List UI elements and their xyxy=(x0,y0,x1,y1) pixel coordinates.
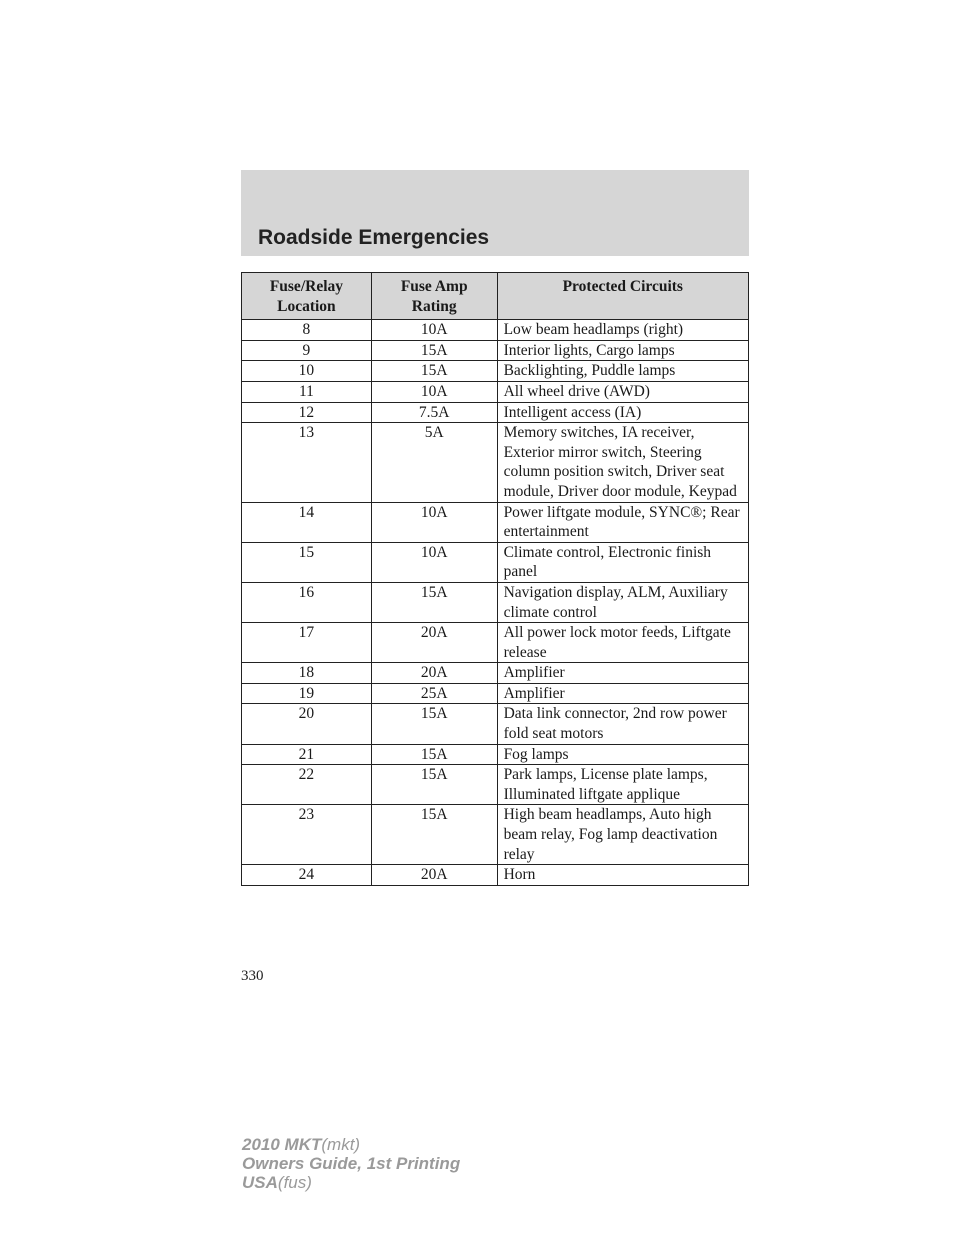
footer-line-1 xyxy=(242,1135,460,1154)
fuse-amp-cell: 10A xyxy=(371,381,497,402)
table-row xyxy=(242,361,749,382)
fuse-amp-cell: 20A xyxy=(371,623,497,663)
fuse-location-cell: 18 xyxy=(242,663,372,684)
fuse-location-cell: 8 xyxy=(242,320,372,341)
fuse-amp-cell: 10A xyxy=(371,542,497,582)
fuse-location-cell: 14 xyxy=(242,502,372,542)
protected-circuits-cell: Climate control, Electronic finish panel xyxy=(497,542,748,582)
table-row xyxy=(242,663,749,684)
footer-model: 2010 MKT xyxy=(242,1135,322,1154)
table-header-row xyxy=(242,273,749,320)
protected-circuits-cell: Amplifier xyxy=(497,663,748,684)
fuse-amp-cell: 15A xyxy=(371,744,497,765)
footer-line-3 xyxy=(242,1173,460,1192)
fuse-location-cell: 23 xyxy=(242,805,372,865)
page-number: 330 xyxy=(241,968,264,984)
section-title: Roadside Emergencies xyxy=(258,226,490,249)
table-row xyxy=(242,765,749,805)
protected-circuits-cell: All power lock motor feeds, Liftgate release xyxy=(497,623,748,663)
protected-circuits-cell: Data link connector, 2nd row power fold seat motors xyxy=(497,704,748,744)
footer-market-code: (fus) xyxy=(277,1173,312,1192)
fuse-amp-cell: 15A xyxy=(371,582,497,622)
table-row xyxy=(242,423,749,502)
fuse-location-cell: 20 xyxy=(242,704,372,744)
protected-circuits-cell: Power liftgate module, SYNC®; Rear entertainment xyxy=(497,502,748,542)
table-row xyxy=(242,320,749,341)
protected-circuits-cell: Park lamps, License plate lamps, Illuminated liftgate applique xyxy=(497,765,748,805)
protected-circuits-cell: Memory switches, IA receiver, Exterior mirror switch, Steering column position switch, Driver seat module, Driver door module, Keypad xyxy=(497,423,748,502)
footer-line-2: Owners Guide, 1st Printing xyxy=(242,1154,461,1173)
fuse-amp-cell: 10A xyxy=(371,502,497,542)
table-row xyxy=(242,381,749,402)
table-row xyxy=(242,805,749,865)
fuse-location-cell: 9 xyxy=(242,340,372,361)
protected-circuits-cell: Navigation display, ALM, Auxiliary climate control xyxy=(497,582,748,622)
fuse-location-cell: 12 xyxy=(242,402,372,423)
table-row xyxy=(242,744,749,765)
table-row xyxy=(242,340,749,361)
fuse-location-cell: 10 xyxy=(242,361,372,382)
table-row xyxy=(242,542,749,582)
table-row xyxy=(242,704,749,744)
fuse-amp-cell: 20A xyxy=(371,865,497,886)
fuse-amp-cell: 20A xyxy=(371,663,497,684)
table-row xyxy=(242,865,749,886)
fuse-location-cell: 13 xyxy=(242,423,372,502)
fuse-location-cell: 24 xyxy=(242,865,372,886)
fuse-location-cell: 15 xyxy=(242,542,372,582)
fuse-amp-cell: 10A xyxy=(371,320,497,341)
table-row xyxy=(242,402,749,423)
table-row xyxy=(242,502,749,542)
protected-circuits-cell: Horn xyxy=(497,865,748,886)
protected-circuits-cell: Intelligent access (IA) xyxy=(497,402,748,423)
header-protected-circuits: Protected Circuits xyxy=(497,273,748,320)
protected-circuits-cell: All wheel drive (AWD) xyxy=(497,381,748,402)
fuse-location-cell: 22 xyxy=(242,765,372,805)
table-row xyxy=(242,683,749,704)
fuse-amp-cell: 5A xyxy=(371,423,497,502)
fuse-amp-cell: 15A xyxy=(371,340,497,361)
fuse-table-body xyxy=(242,320,749,886)
protected-circuits-cell: Amplifier xyxy=(497,683,748,704)
fuse-amp-cell: 15A xyxy=(371,704,497,744)
protected-circuits-cell: Backlighting, Puddle lamps xyxy=(497,361,748,382)
footer-market: USA xyxy=(242,1173,278,1192)
header-fuse-relay-location: Fuse/Relay Location xyxy=(242,273,372,320)
fuse-amp-cell: 15A xyxy=(371,361,497,382)
protected-circuits-cell: Low beam headlamps (right) xyxy=(497,320,748,341)
protected-circuits-cell: High beam headlamps, Auto high beam relay, Fog lamp deactivation relay xyxy=(497,805,748,865)
table-row xyxy=(242,582,749,622)
fuse-amp-cell: 15A xyxy=(371,805,497,865)
fuse-location-cell: 19 xyxy=(242,683,372,704)
fuse-location-cell: 21 xyxy=(242,744,372,765)
fuse-amp-cell: 25A xyxy=(371,683,497,704)
fuse-location-cell: 11 xyxy=(242,381,372,402)
header-fuse-amp-rating: Fuse Amp Rating xyxy=(371,273,497,320)
table-row xyxy=(242,623,749,663)
footer-model-code: (mkt) xyxy=(321,1135,361,1154)
fuse-amp-cell: 7.5A xyxy=(371,402,497,423)
fuse-amp-cell: 15A xyxy=(371,765,497,805)
protected-circuits-cell: Fog lamps xyxy=(497,744,748,765)
protected-circuits-cell: Interior lights, Cargo lamps xyxy=(497,340,748,361)
fuse-location-cell: 16 xyxy=(242,582,372,622)
fuse-table xyxy=(241,272,749,886)
print-footer xyxy=(242,1135,460,1192)
fuse-location-cell: 17 xyxy=(242,623,372,663)
